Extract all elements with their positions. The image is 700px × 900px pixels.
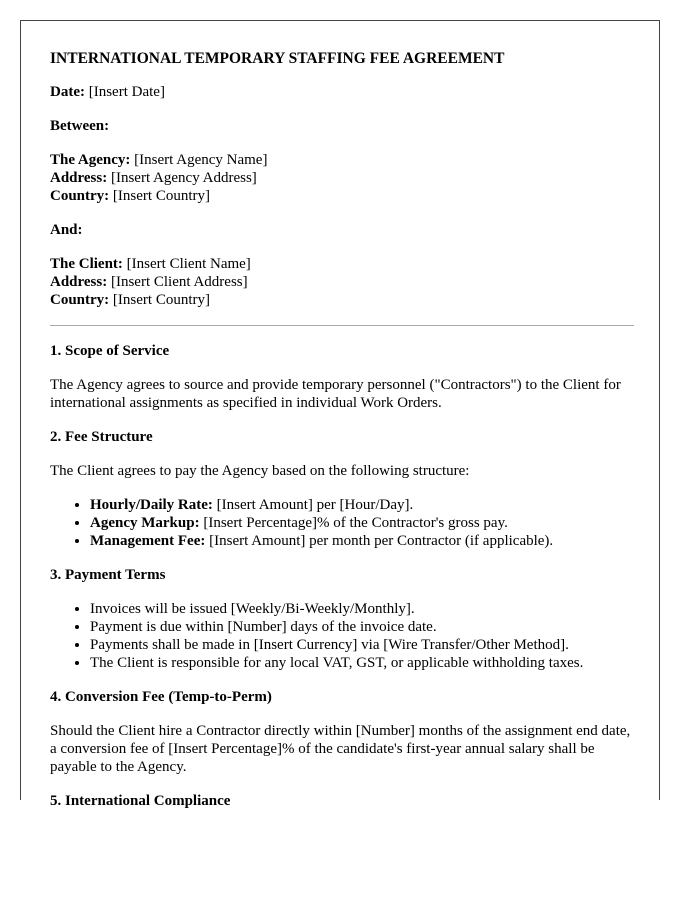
agency-name-value: [Insert Agency Name]: [134, 152, 268, 168]
fees-intro: The Client agrees to pay the Agency based on the following structure:: [50, 463, 470, 479]
between-line: [50, 117, 634, 135]
agency-address-line: [50, 169, 634, 187]
client-address-label: Address:: [50, 274, 108, 290]
client-name-label: The Client:: [50, 256, 123, 272]
list-item: • Invoices will be issued [Weekly/Bi-Weekly/Monthly].: [90, 600, 634, 618]
document-content: [50, 49, 634, 826]
compliance-heading: 5. International Compliance: [50, 793, 231, 809]
scope-heading: 1. Scope of Service: [50, 343, 170, 359]
client-country-line: [50, 291, 634, 309]
conversion-body: Should the Client hire a Contractor directly within [Number] months of the assignment end date, a conversion fee of [Insert Percentage]% of the candidate's first-year annual salary shall be payable to the Agency.: [50, 723, 631, 775]
agency-country-value: [Insert Country]: [112, 188, 210, 204]
client-name-value: [Insert Client Name]: [126, 256, 251, 272]
fee-item-label: Hourly/Daily Rate:: [90, 497, 213, 513]
agency-name-label: The Agency:: [50, 152, 131, 168]
agency-address-value: [Insert Agency Address]: [110, 170, 257, 186]
document-page: [20, 20, 660, 809]
list-item: [90, 514, 634, 532]
agency-name-line: [50, 151, 634, 169]
and-line: [50, 221, 634, 239]
section-divider: [50, 325, 634, 326]
list-item: • Payments shall be made in [Insert Currency] via [Wire Transfer/Other Method].: [90, 636, 634, 654]
client-name-line: [50, 255, 634, 273]
scope-body: The Agency agrees to source and provide temporary personnel ("Contractors") to the Client for international assignments as specified in individual Work Orders.: [50, 377, 621, 411]
agency-block: [50, 151, 634, 205]
client-address-line: [50, 273, 634, 291]
list-item: [90, 532, 634, 550]
document-title: INTERNATIONAL TEMPORARY STAFFING FEE AGREEMENT: [50, 50, 505, 67]
client-country-value: [Insert Country]: [112, 292, 210, 308]
date-label: Date:: [50, 84, 85, 100]
between-label: Between:: [50, 118, 110, 134]
client-block: [50, 255, 634, 309]
agency-address-label: Address:: [50, 170, 108, 186]
payment-heading: 3. Payment Terms: [50, 567, 166, 583]
list-item: • Payment is due within [Number] days of the invoice date.: [90, 618, 634, 636]
date-value: [Insert Date]: [88, 84, 165, 100]
agency-country-label: Country:: [50, 188, 110, 204]
client-address-value: [Insert Client Address]: [110, 274, 248, 290]
agency-country-line: [50, 187, 634, 205]
list-item: [90, 496, 634, 514]
client-country-label: Country:: [50, 292, 110, 308]
fees-list: [50, 496, 634, 550]
date-line: [50, 83, 634, 101]
payment-list: [50, 600, 634, 672]
fee-item-text: [Insert Amount] per month per Contractor (if applicable).: [209, 533, 554, 549]
fee-item-text: [Insert Percentage]% of the Contractor's gross pay.: [203, 515, 508, 531]
fees-heading: 2. Fee Structure: [50, 429, 153, 445]
and-label: And:: [50, 222, 83, 238]
fee-item-text: [Insert Amount] per [Hour/Day].: [216, 497, 414, 513]
list-item: • The Client is responsible for any local VAT, GST, or applicable withholding taxes.: [90, 654, 634, 672]
fee-item-label: Agency Markup:: [90, 515, 200, 531]
fee-item-label: Management Fee:: [90, 533, 206, 549]
conversion-heading: 4. Conversion Fee (Temp-to-Perm): [50, 689, 272, 705]
